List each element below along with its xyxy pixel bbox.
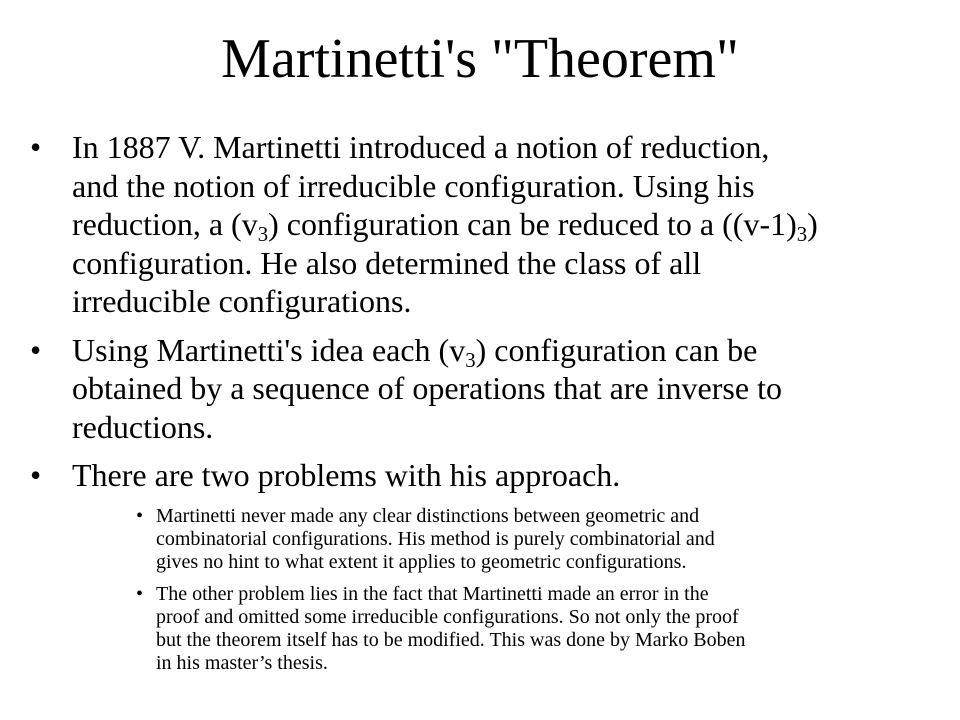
bullet-line: • In 1887 V. Martinetti introduced a notion of reduction, [72,129,770,165]
subscript: 3 [465,348,476,372]
sub-bullet-line: in his master’s thesis. [156,651,328,674]
bullet-line: obtained by a sequence of operations that are inverse to [72,370,782,406]
sub-bullet-proof-error [156,583,950,675]
sub-bullet-line: but the theorem itself has to be modified. This was done by Marko Boben [156,628,746,651]
bullet-line [72,331,950,370]
bullet-line: and the notion of irreducible configuration. Using his [72,167,755,204]
text-segment: reduction, a (v [72,206,258,242]
text-segment: ) [807,206,818,242]
text-segment: ) configuration can be reduced to a ((v-1) [268,206,797,242]
bullet-two-problems [30,456,950,495]
text-segment: Using Martinetti's idea each (v [72,331,466,368]
sub-bullet-line: • The other problem lies in the fact that Martinetti made an error in the [156,582,709,605]
bullet-line [72,205,950,244]
bullet-list [30,128,950,684]
bullet-line: • There are two problems with his approach. [72,457,621,493]
bullet-line: reductions. [72,408,214,445]
sub-bullet-list [30,505,950,675]
sub-bullet-line: proof and omitted some irreducible configurations. So not only the proof [156,605,739,628]
bullet-martinetti-reduction [30,128,950,321]
sub-bullet-combinatorial [156,505,950,574]
subscript: 3 [796,222,808,246]
sub-bullet-line: • Martinetti never made any clear distinctions between geometric and [156,504,700,527]
slide-title: Martinetti's "Theorem" [221,28,739,90]
text-segment: ) configuration can be [475,331,758,368]
bullet-line: irreducible configurations. [72,283,412,319]
bullet-line: configuration. He also determined the class of all [72,244,702,281]
sub-bullet-line: gives no hint to what extent it applies to geometric configurations. [156,550,687,573]
sub-bullet-line: combinatorial configurations. His method is purely combinatorial and [156,527,715,550]
bullet-inverse-operations [30,331,950,447]
subscript: 3 [257,222,269,246]
